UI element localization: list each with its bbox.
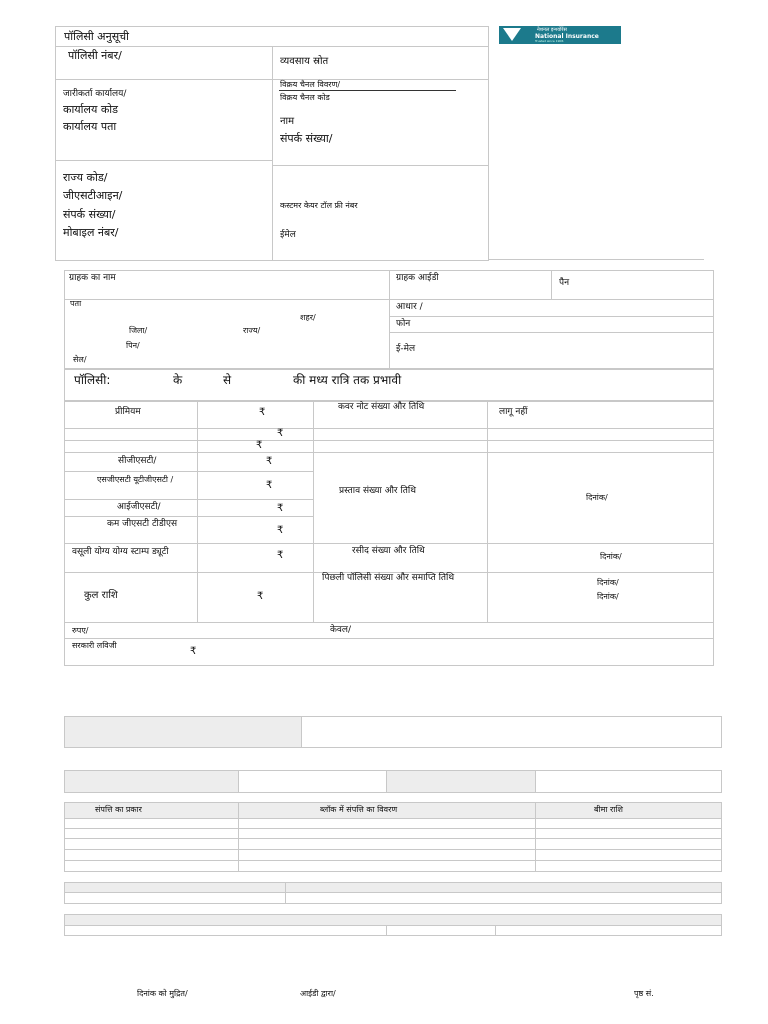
divider bbox=[64, 838, 722, 839]
total-label: कुल राशि bbox=[84, 590, 118, 601]
printed-on-label: दिनांक को मुद्रित/ bbox=[137, 989, 188, 998]
rupee-symbol: ₹ bbox=[277, 550, 284, 561]
divider bbox=[386, 925, 387, 936]
divider bbox=[64, 428, 714, 429]
sales-channel-details-label: विक्रय चैनल विवरण/ bbox=[280, 80, 341, 89]
contact-number-label: संपर्क संख्या/ bbox=[280, 132, 333, 145]
divider bbox=[64, 440, 714, 441]
divider bbox=[64, 452, 714, 453]
state-label: राज्य/ bbox=[243, 326, 261, 335]
divider bbox=[64, 622, 714, 623]
divider bbox=[272, 46, 273, 261]
logo-mark-icon bbox=[503, 28, 521, 41]
divider bbox=[64, 516, 313, 517]
policy-number-label: पॉलिसी नंबर/ bbox=[68, 49, 122, 62]
divider bbox=[64, 925, 722, 926]
property-type-header: संपत्ति का प्रकार bbox=[95, 805, 142, 814]
divider bbox=[64, 860, 722, 861]
not-applicable-label: लागू नहीं bbox=[499, 407, 528, 417]
rupee-symbol: ₹ bbox=[190, 646, 197, 657]
page-number-label: पृष्ठ सं. bbox=[634, 989, 654, 998]
rupees-label: रुपए/ bbox=[72, 626, 89, 635]
receipt-label: रसीद संख्या और तिथि bbox=[352, 546, 425, 556]
rupee-symbol: ₹ bbox=[266, 480, 273, 491]
issuing-office-label: जारीकर्ता कार्यालय/ bbox=[63, 89, 127, 99]
rupee-symbol: ₹ bbox=[257, 591, 264, 602]
email-label-2: ई-मेल bbox=[396, 344, 416, 354]
underline bbox=[279, 90, 456, 91]
less-gst-tds-label: कम जीएसटी टीडीएस bbox=[107, 519, 178, 529]
premium-label: प्रीमियम bbox=[115, 407, 141, 417]
customer-id-label: ग्राहक आईडी bbox=[396, 273, 439, 283]
divider bbox=[55, 160, 272, 161]
pin-label: पिन/ bbox=[126, 341, 140, 350]
policy-from-label: के bbox=[173, 373, 183, 387]
divider bbox=[64, 543, 714, 544]
stamp-duty-label: वसूली योग्य योग्य स्टाम्प ड्यूटी bbox=[72, 547, 169, 557]
divider bbox=[389, 270, 390, 369]
divider bbox=[489, 259, 704, 260]
date-label: दिनांक/ bbox=[600, 552, 622, 561]
policy-label: पॉलिसी: bbox=[74, 373, 111, 387]
aadhaar-label: आधार / bbox=[396, 302, 423, 312]
sgst-utgst-label: एसजीएसटी यूटीजीएसटी / bbox=[97, 475, 174, 484]
rupee-symbol: ₹ bbox=[277, 525, 284, 536]
rupee-symbol: ₹ bbox=[266, 456, 273, 467]
previous-policy-label: पिछली पॉलिसी संख्या और समाप्ति तिथि bbox=[322, 573, 455, 583]
divider bbox=[238, 802, 239, 872]
pan-label: पैन bbox=[559, 278, 570, 288]
office-address-label: कार्यालय पता bbox=[63, 120, 117, 133]
logo-english-text: National Insurance bbox=[535, 33, 599, 40]
policy-schedule-label: पॉलिसी अनुसूची bbox=[64, 30, 129, 43]
rupee-symbol: ₹ bbox=[277, 503, 284, 514]
office-code-label: कार्यालय कोड bbox=[63, 103, 119, 116]
date-label: दिनांक/ bbox=[597, 578, 619, 587]
divider bbox=[64, 892, 722, 893]
printed-by-id-label: आईडी द्वारा/ bbox=[300, 989, 336, 998]
policy-to-label: से bbox=[223, 373, 232, 387]
divider bbox=[487, 401, 488, 622]
blank-cell-grey bbox=[65, 915, 721, 925]
sum-insured-header: बीमा राशि bbox=[594, 805, 623, 814]
divider bbox=[495, 925, 496, 936]
property-description-header: ब्लॉक में संपत्ति का विवरण bbox=[320, 805, 398, 814]
city-label: शहर/ bbox=[300, 313, 316, 322]
blank-cell-grey bbox=[65, 717, 302, 747]
only-label: केवल/ bbox=[330, 625, 352, 635]
divider bbox=[551, 270, 552, 299]
phone-label: फोन bbox=[396, 319, 411, 329]
govt-duty-label: सरकारी लविजी bbox=[72, 641, 117, 650]
divider bbox=[285, 882, 286, 904]
customer-care-label: कस्टमर केयर टॉल फ्री नंबर bbox=[280, 201, 358, 210]
divider bbox=[64, 638, 714, 639]
divider bbox=[64, 849, 722, 850]
name-label: नाम bbox=[280, 116, 295, 127]
blank-cell-grey bbox=[65, 771, 239, 792]
logo-hindi-text: नेशनल इन्श्योरेंस bbox=[537, 27, 567, 33]
divider bbox=[64, 818, 722, 819]
address-label: पता bbox=[70, 299, 82, 308]
date-label: दिनांक/ bbox=[597, 592, 619, 601]
rupee-symbol: ₹ bbox=[256, 440, 263, 451]
state-code-label: राज्य कोड/ bbox=[63, 171, 108, 184]
divider bbox=[272, 165, 489, 166]
gstin-label: जीएसटीआइन/ bbox=[63, 189, 123, 202]
sales-channel-code-label: विक्रय चैनल कोड bbox=[280, 93, 330, 102]
cgst-label: सीजीएसटी/ bbox=[118, 456, 157, 466]
divider bbox=[313, 401, 314, 622]
divider bbox=[64, 299, 714, 300]
cover-note-label: कवर नोट संख्या और तिथि bbox=[338, 402, 425, 412]
mobile-number-label: मोबाइल नंबर/ bbox=[63, 226, 119, 239]
cell-label: सेल/ bbox=[73, 355, 87, 364]
logo-tagline: Trusted since 1906 bbox=[535, 39, 564, 43]
rupee-symbol: ₹ bbox=[259, 407, 266, 418]
rupee-symbol: ₹ bbox=[277, 428, 284, 439]
customer-name-label: ग्राहक का नाम bbox=[69, 273, 116, 283]
email-label: ईमेल bbox=[280, 230, 296, 240]
district-label: जिला/ bbox=[129, 326, 148, 335]
divider bbox=[389, 316, 714, 317]
company-logo bbox=[499, 26, 621, 44]
proposal-label: प्रस्ताव संख्या और तिथि bbox=[339, 486, 417, 496]
divider bbox=[389, 332, 714, 333]
divider bbox=[197, 401, 198, 622]
blank-cell-grey bbox=[65, 883, 721, 892]
divider bbox=[64, 499, 313, 500]
date-label: दिनांक/ bbox=[586, 493, 608, 502]
contact-number-2-label: संपर्क संख्या/ bbox=[63, 208, 116, 221]
divider bbox=[535, 802, 536, 872]
divider bbox=[64, 471, 313, 472]
divider bbox=[64, 828, 722, 829]
igst-label: आईजीएसटी/ bbox=[117, 502, 161, 512]
policy-effective-label: की मध्य रात्रि तक प्रभावी bbox=[293, 373, 402, 387]
blank-cell-grey bbox=[387, 771, 536, 792]
business-source-label: व्यवसाय स्रोत bbox=[280, 56, 329, 67]
